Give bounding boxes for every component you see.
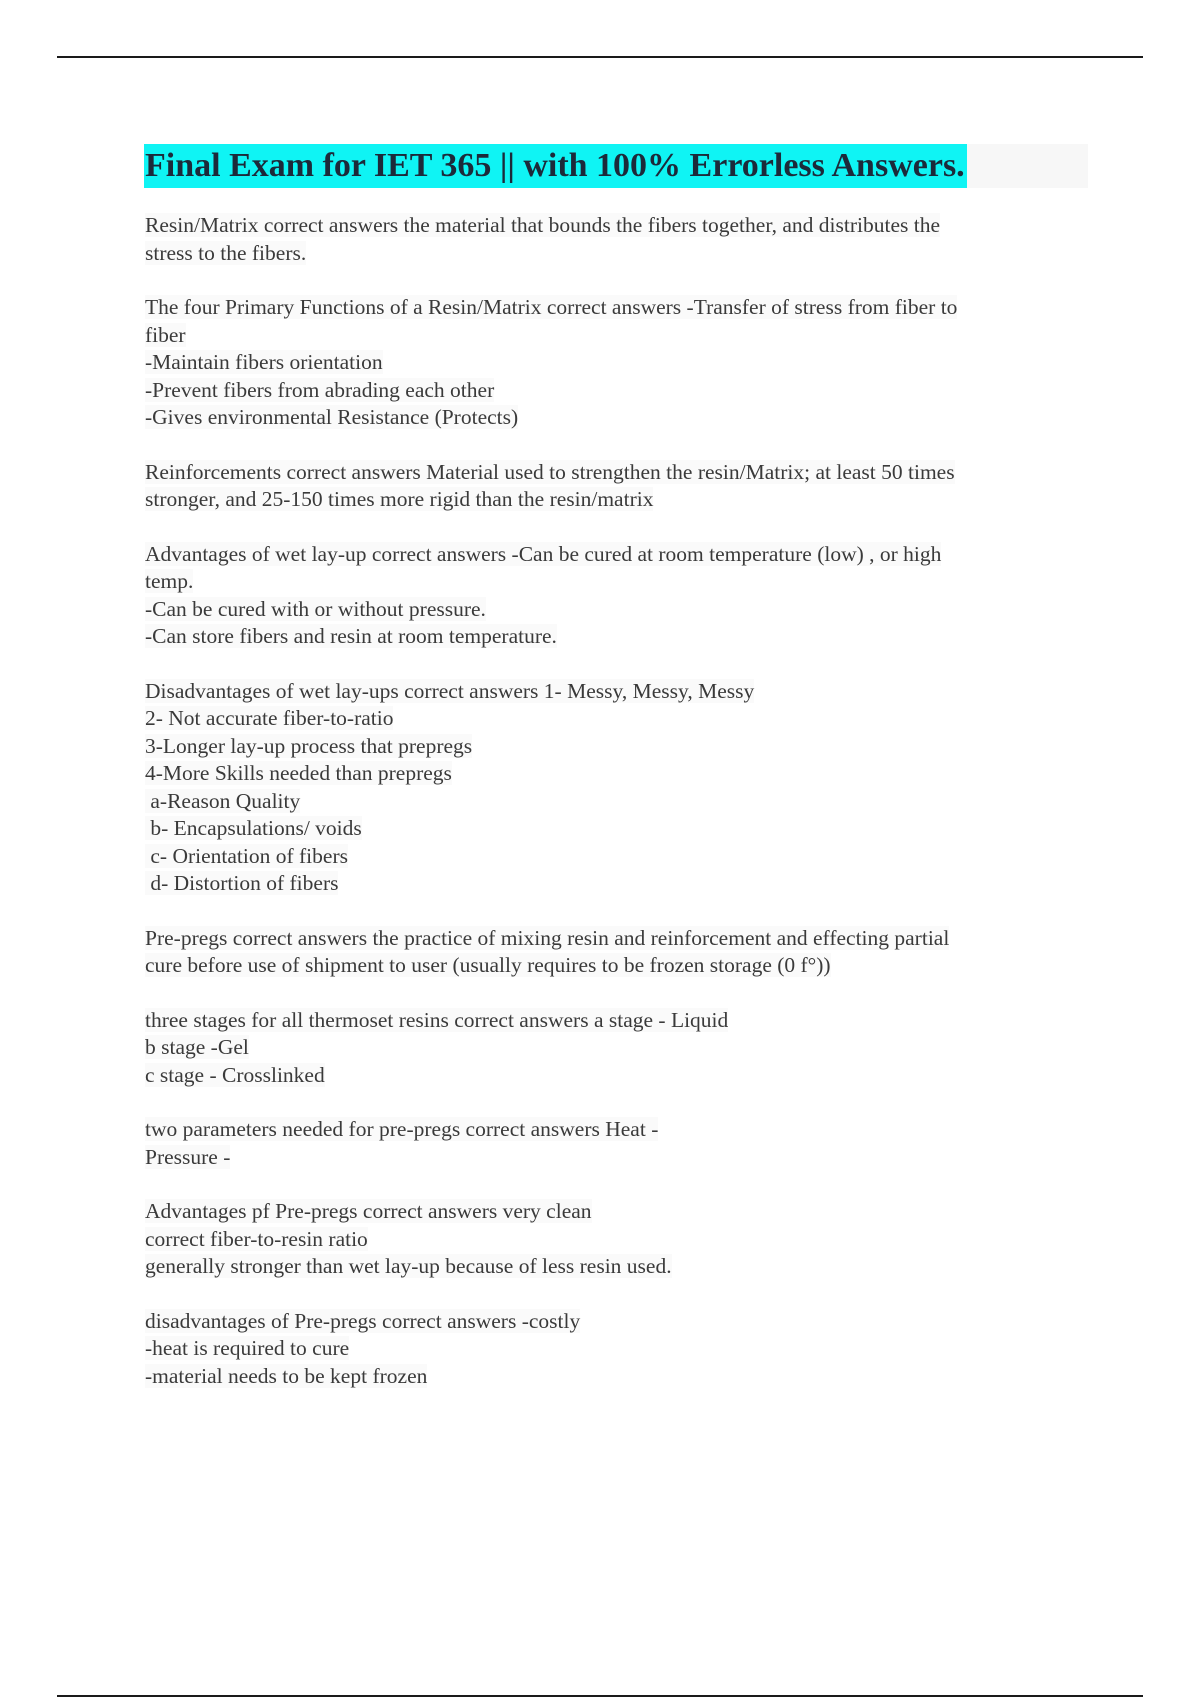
entry-line-text: Disadvantages of wet lay-ups correct answers 1- Messy, Messy, Messy: [145, 678, 755, 703]
entry-line-text: -Can store fibers and resin at room temperature.: [145, 624, 557, 648]
entry-line: [145, 623, 1085, 651]
entry-line-text: -Maintain fibers orientation: [145, 350, 383, 374]
entry-line-text: fiber: [145, 322, 186, 347]
entry-line: [145, 1253, 1085, 1281]
entry-line-text: three stages for all thermoset resins correct answers a stage - Liquid: [145, 1007, 729, 1032]
entry-line: [145, 486, 1085, 514]
entry-line: [145, 870, 1085, 898]
entry-line-text: 4-More Skills needed than prepregs: [145, 761, 452, 785]
entry-line: [145, 240, 1085, 268]
qa-entry: [145, 1007, 1085, 1090]
entry-line: [145, 404, 1085, 432]
entry-line: [145, 1116, 1085, 1144]
entry-line-text: -Can be cured with or without pressure.: [145, 596, 486, 621]
entry-line-text: Advantages pf Pre-pregs correct answers very clean: [145, 1199, 592, 1223]
entry-line-text: temp.: [145, 569, 194, 593]
entry-line-text: Advantages of wet lay-up correct answers -Can be cured at room temperature (low) , or high: [145, 541, 942, 566]
entry-line: [145, 377, 1085, 405]
entry-line: [145, 733, 1085, 761]
qa-entry: [145, 294, 1085, 432]
entry-line-text: Reinforcements correct answers Material used to strengthen the resin/Matrix; at least 50 times: [145, 459, 955, 484]
entry-line: [145, 459, 1085, 487]
qa-entry: [145, 212, 1085, 267]
entry-line: [145, 1144, 1085, 1172]
entry-line-text: generally stronger than wet lay-up because of less resin used.: [145, 1254, 672, 1278]
entry-line: [145, 596, 1085, 624]
entry-line-text: correct fiber-to-resin ratio: [145, 1226, 368, 1251]
entry-line: [145, 541, 1085, 569]
entry-line: [145, 322, 1085, 350]
entry-line-text: disadvantages of Pre-pregs correct answers -costly: [145, 1308, 581, 1333]
entry-line: [145, 925, 1085, 953]
entry-line: [145, 568, 1085, 596]
entry-line: [145, 1308, 1085, 1336]
entry-line-text: cure before use of shipment to user (usually requires to be frozen storage (0 f°)): [145, 953, 831, 977]
entry-line: [145, 1034, 1085, 1062]
entry-line: [145, 788, 1085, 816]
entry-line-text: d- Distortion of fibers: [145, 871, 339, 895]
entry-line: [145, 294, 1085, 322]
entry-line: [145, 815, 1085, 843]
top-rule: [57, 56, 1143, 58]
entry-line-text: stress to the fibers.: [145, 240, 307, 265]
entry-line-text: b stage -Gel: [145, 1035, 249, 1059]
entry-line-text: 3-Longer lay-up process that prepregs: [145, 733, 473, 758]
document-title: Final Exam for IET 365 || with 100% Errorless Answers.: [144, 144, 967, 188]
entry-line: [145, 1062, 1085, 1090]
qa-entry: [145, 541, 1085, 651]
entry-line: [145, 952, 1085, 980]
entry-line-text: a-Reason Quality: [145, 788, 301, 813]
bottom-rule: [57, 1695, 1143, 1697]
entry-line-text: c- Orientation of fibers: [145, 843, 348, 868]
entry-line: [145, 1335, 1085, 1363]
entry-line-text: The four Primary Functions of a Resin/Matrix correct answers -Transfer of stress from fiber to: [145, 295, 958, 319]
entry-line: [145, 212, 1085, 240]
entry-line-text: 2- Not accurate fiber-to-ratio: [145, 706, 394, 730]
document-body: [145, 144, 1085, 1417]
entry-line-text: -material needs to be kept frozen: [145, 1363, 428, 1388]
entry-line: [145, 1226, 1085, 1254]
qa-entries: [145, 212, 1085, 1390]
entry-line-text: two parameters needed for pre-pregs correct answers Heat -: [145, 1117, 659, 1141]
qa-entry: [145, 1198, 1085, 1281]
entry-line: [145, 760, 1085, 788]
entry-line: [145, 349, 1085, 377]
entry-line: [145, 1007, 1085, 1035]
entry-line-text: stronger, and 25-150 times more rigid than the resin/matrix: [145, 487, 654, 511]
entry-line-text: c stage - Crosslinked: [145, 1062, 325, 1087]
entry-line: [145, 1198, 1085, 1226]
entry-line: [145, 843, 1085, 871]
entry-line-text: -heat is required to cure: [145, 1336, 350, 1360]
title-band: [144, 144, 1088, 188]
entry-line: [145, 678, 1085, 706]
qa-entry: [145, 925, 1085, 980]
entry-line: [145, 705, 1085, 733]
qa-entry: [145, 1308, 1085, 1391]
qa-entry: [145, 1116, 1085, 1171]
entry-line-text: Pressure -: [145, 1144, 231, 1169]
entry-line-text: b- Encapsulations/ voids: [145, 816, 362, 840]
entry-line-text: Pre-pregs correct answers the practice of mixing resin and reinforcement and effecting partial: [145, 925, 950, 950]
entry-line: [145, 1363, 1085, 1391]
entry-line-text: -Prevent fibers from abrading each other: [145, 377, 495, 402]
qa-entry: [145, 459, 1085, 514]
entry-line-text: Resin/Matrix correct answers the material that bounds the fibers together, and distributes the: [145, 213, 941, 237]
qa-entry: [145, 678, 1085, 898]
entry-line-text: -Gives environmental Resistance (Protects): [145, 405, 519, 429]
